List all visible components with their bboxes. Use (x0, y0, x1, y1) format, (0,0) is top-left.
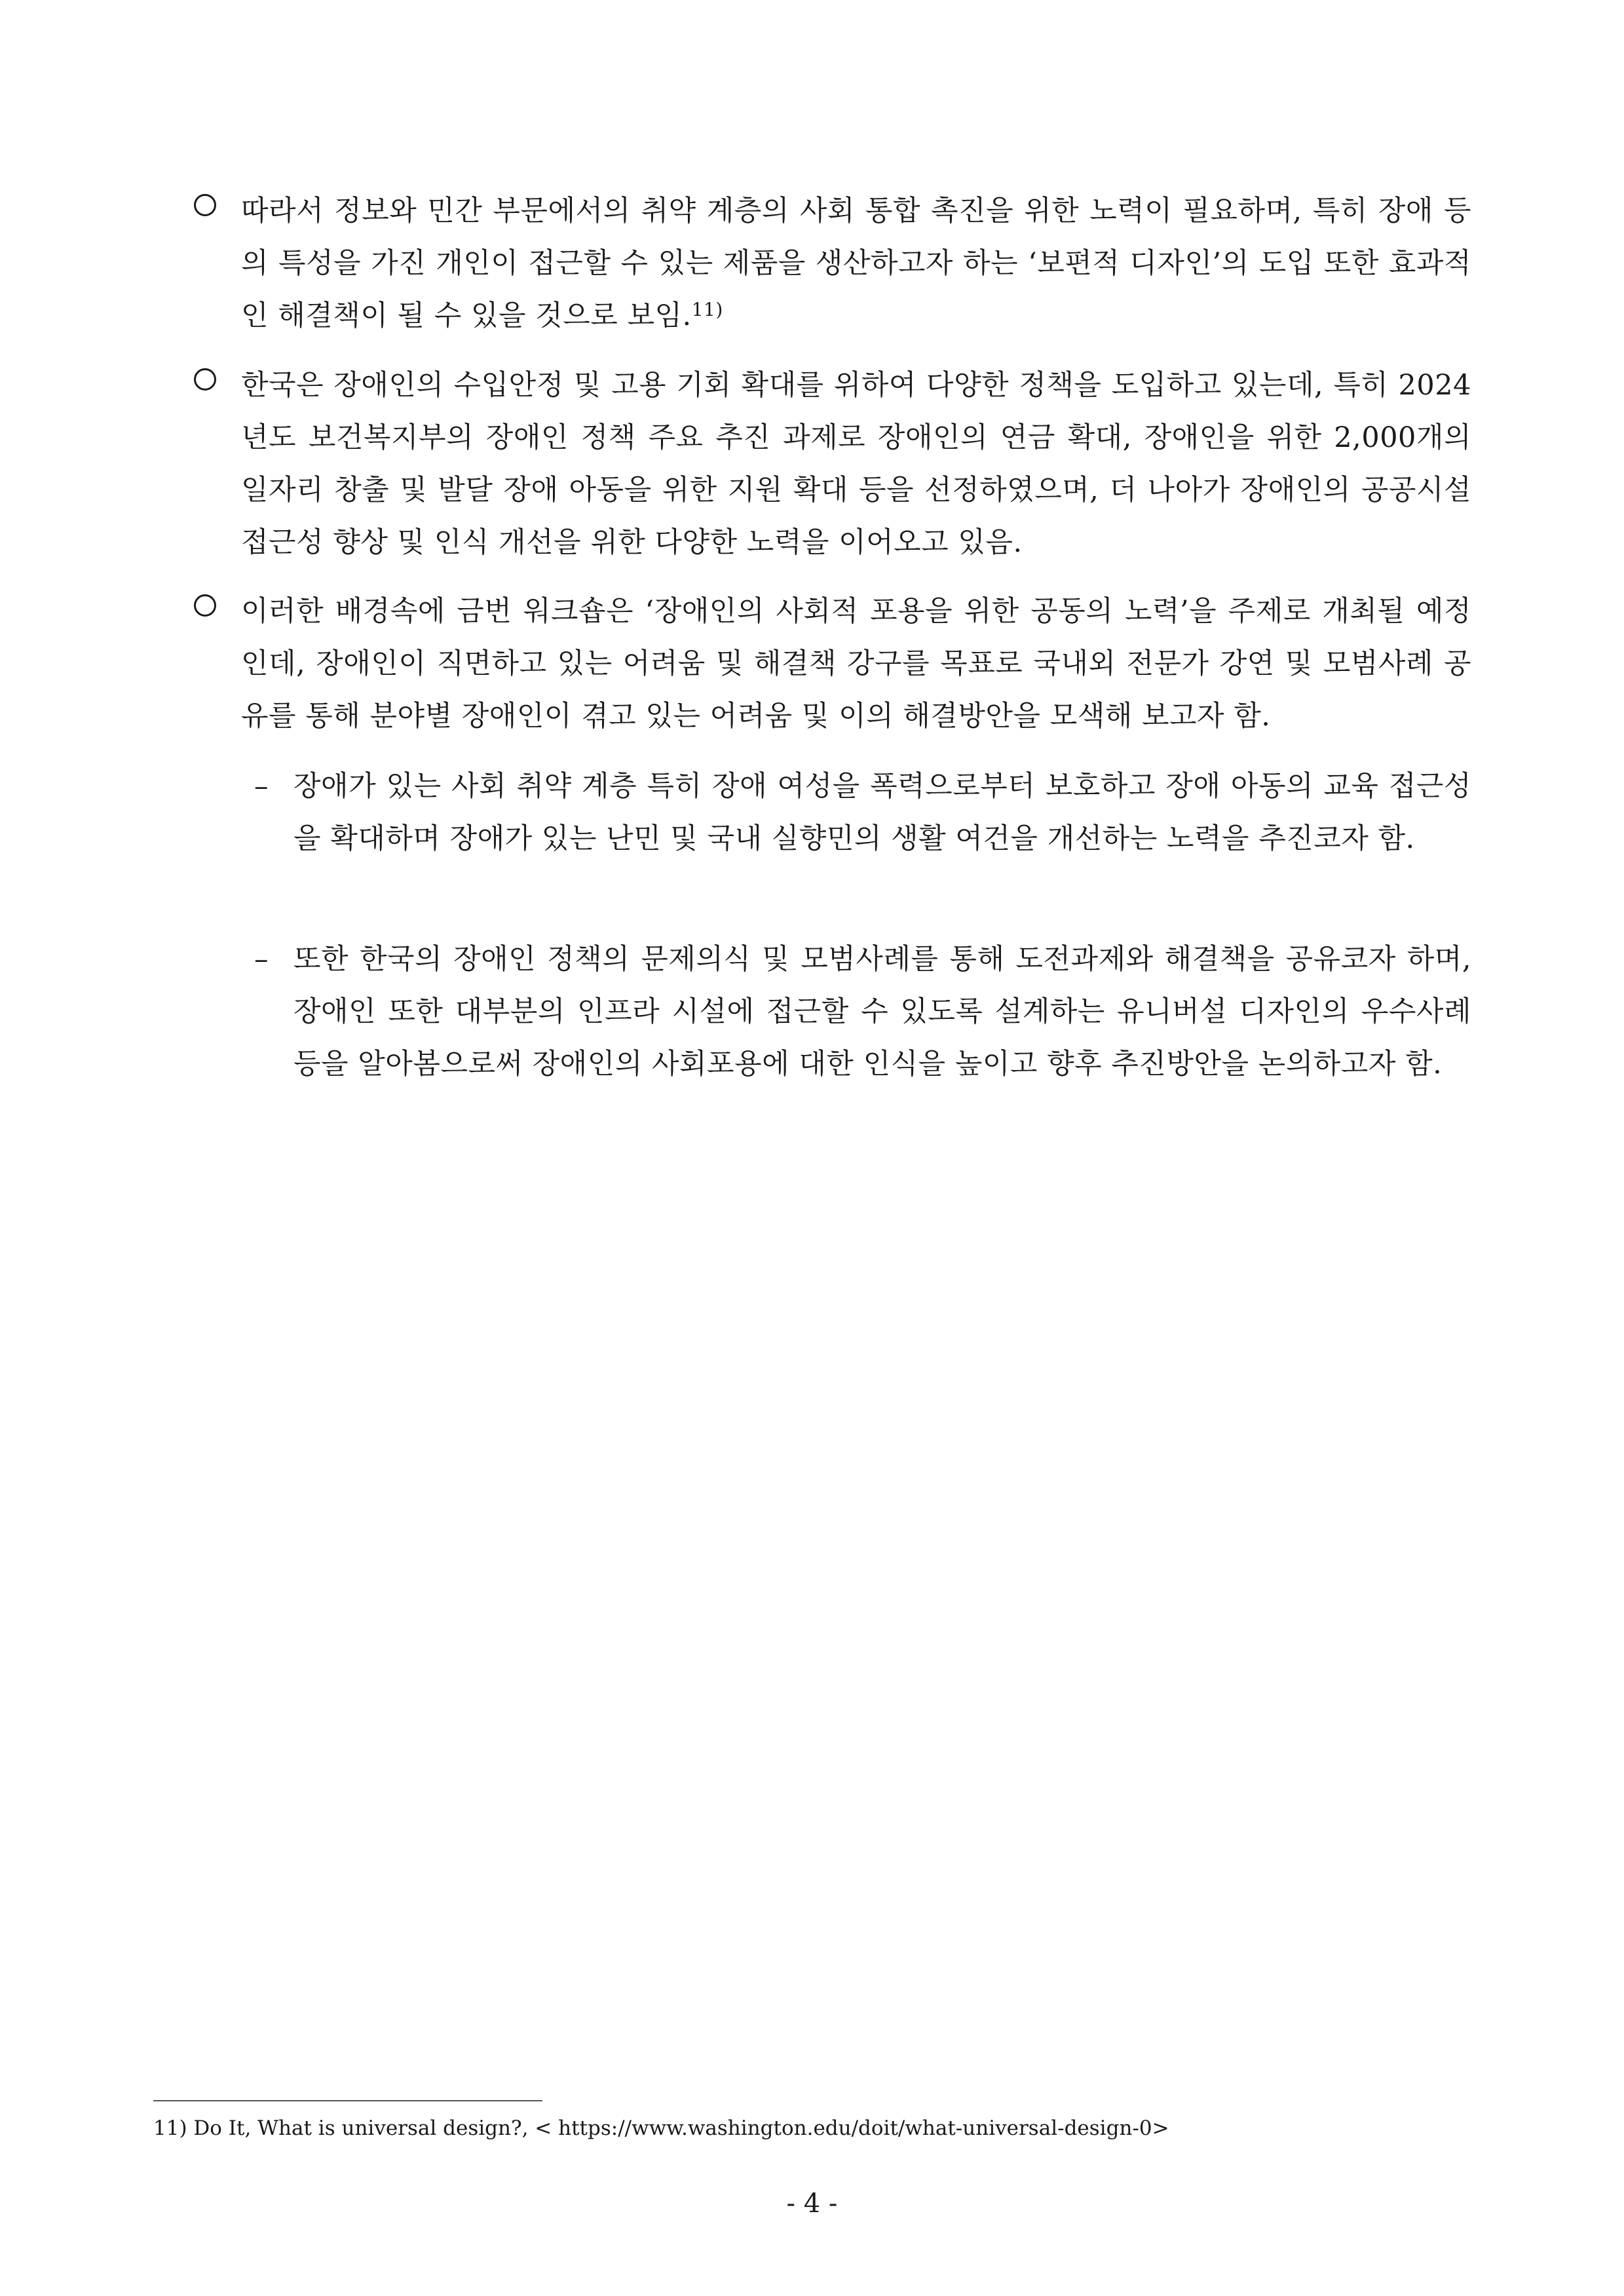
circle-bullet-icon (194, 368, 216, 391)
paragraph-text: 한국은 장애인의 수입안정 및 고용 기회 확대를 위하여 다양한 정책을 도입하고 있는데, 특히 2024년도 보건복지부의 장애인 정책 주요 추진 과제로 장애인의 연금 확대, 장애인을 위한 2,000개의 일자리 창출 및 발달 장애 아동을 위한 지원 확대 등을 선정하였으며, 더 나아가 장애인의 공공시설 접근성 향상 및 인식 개선을 위한 다양한 노력을 이어오고 있음. (241, 369, 1471, 559)
paragraph-text: 이러한 배경속에 금번 워크숍은 ‘장애인의 사회적 포용을 위한 공동의 노력’을 주제로 개최될 예정인데, 장애인이 직면하고 있는 어려움 및 해결책 강구를 목표로 국내외 전문가 강연 및 모범사례 공유를 통해 분야별 장애인이 겪고 있는 어려움 및 이의 해결방안을 모색해 보고자 함. (241, 595, 1471, 733)
footnote: 11) Do It, What is universal design?, < https://www.washington.edu/doit/what-universal-design-0> (153, 2116, 1169, 2140)
circle-bullet-icon (194, 594, 216, 617)
sub-item-text: 장애가 있는 사회 취약 계층 특히 장애 여성을 폭력으로부터 보호하고 장애 아동의 교육 접근성을 확대하며 장애가 있는 난민 및 국내 실향민의 생활 여건을 개선하는 노력을 추진코자 함. (293, 770, 1471, 855)
dash-bullet: – (254, 943, 269, 976)
bullet-paragraph (194, 585, 1471, 742)
footnote-reference: 11) (691, 299, 723, 320)
sub-item (249, 760, 1471, 865)
paragraph-text: 따라서 정보와 민간 부문에서의 취약 계층의 사회 통합 촉진을 위한 노력이 필요하며, 특히 장애 등의 특성을 가진 개인이 접근할 수 있는 제품을 생산하고자 하는 ‘보편적 디자인’의 도입 또한 효과적인 해결책이 될 수 있을 것으로 보임. (241, 195, 1471, 332)
sub-item-text: 또한 한국의 장애인 정책의 문제의식 및 모범사례를 통해 도전과제와 해결책을 공유코자 하며, 장애인 또한 대부분의 인프라 시설에 접근할 수 있도록 설계하는 유니버설 디자인의 우수사례 등을 알아봄으로써 장애인의 사회포용에 대한 인식을 높이고 향후 추진방안을 논의하고자 함. (293, 943, 1471, 1081)
circle-bullet-icon (194, 194, 216, 216)
bullet-paragraph (194, 359, 1471, 569)
footnote-divider (153, 2100, 542, 2101)
dash-bullet: – (254, 770, 269, 803)
sub-item (249, 933, 1471, 1090)
bullet-paragraph (194, 185, 1471, 342)
page-number: - 4 - (786, 2189, 838, 2219)
